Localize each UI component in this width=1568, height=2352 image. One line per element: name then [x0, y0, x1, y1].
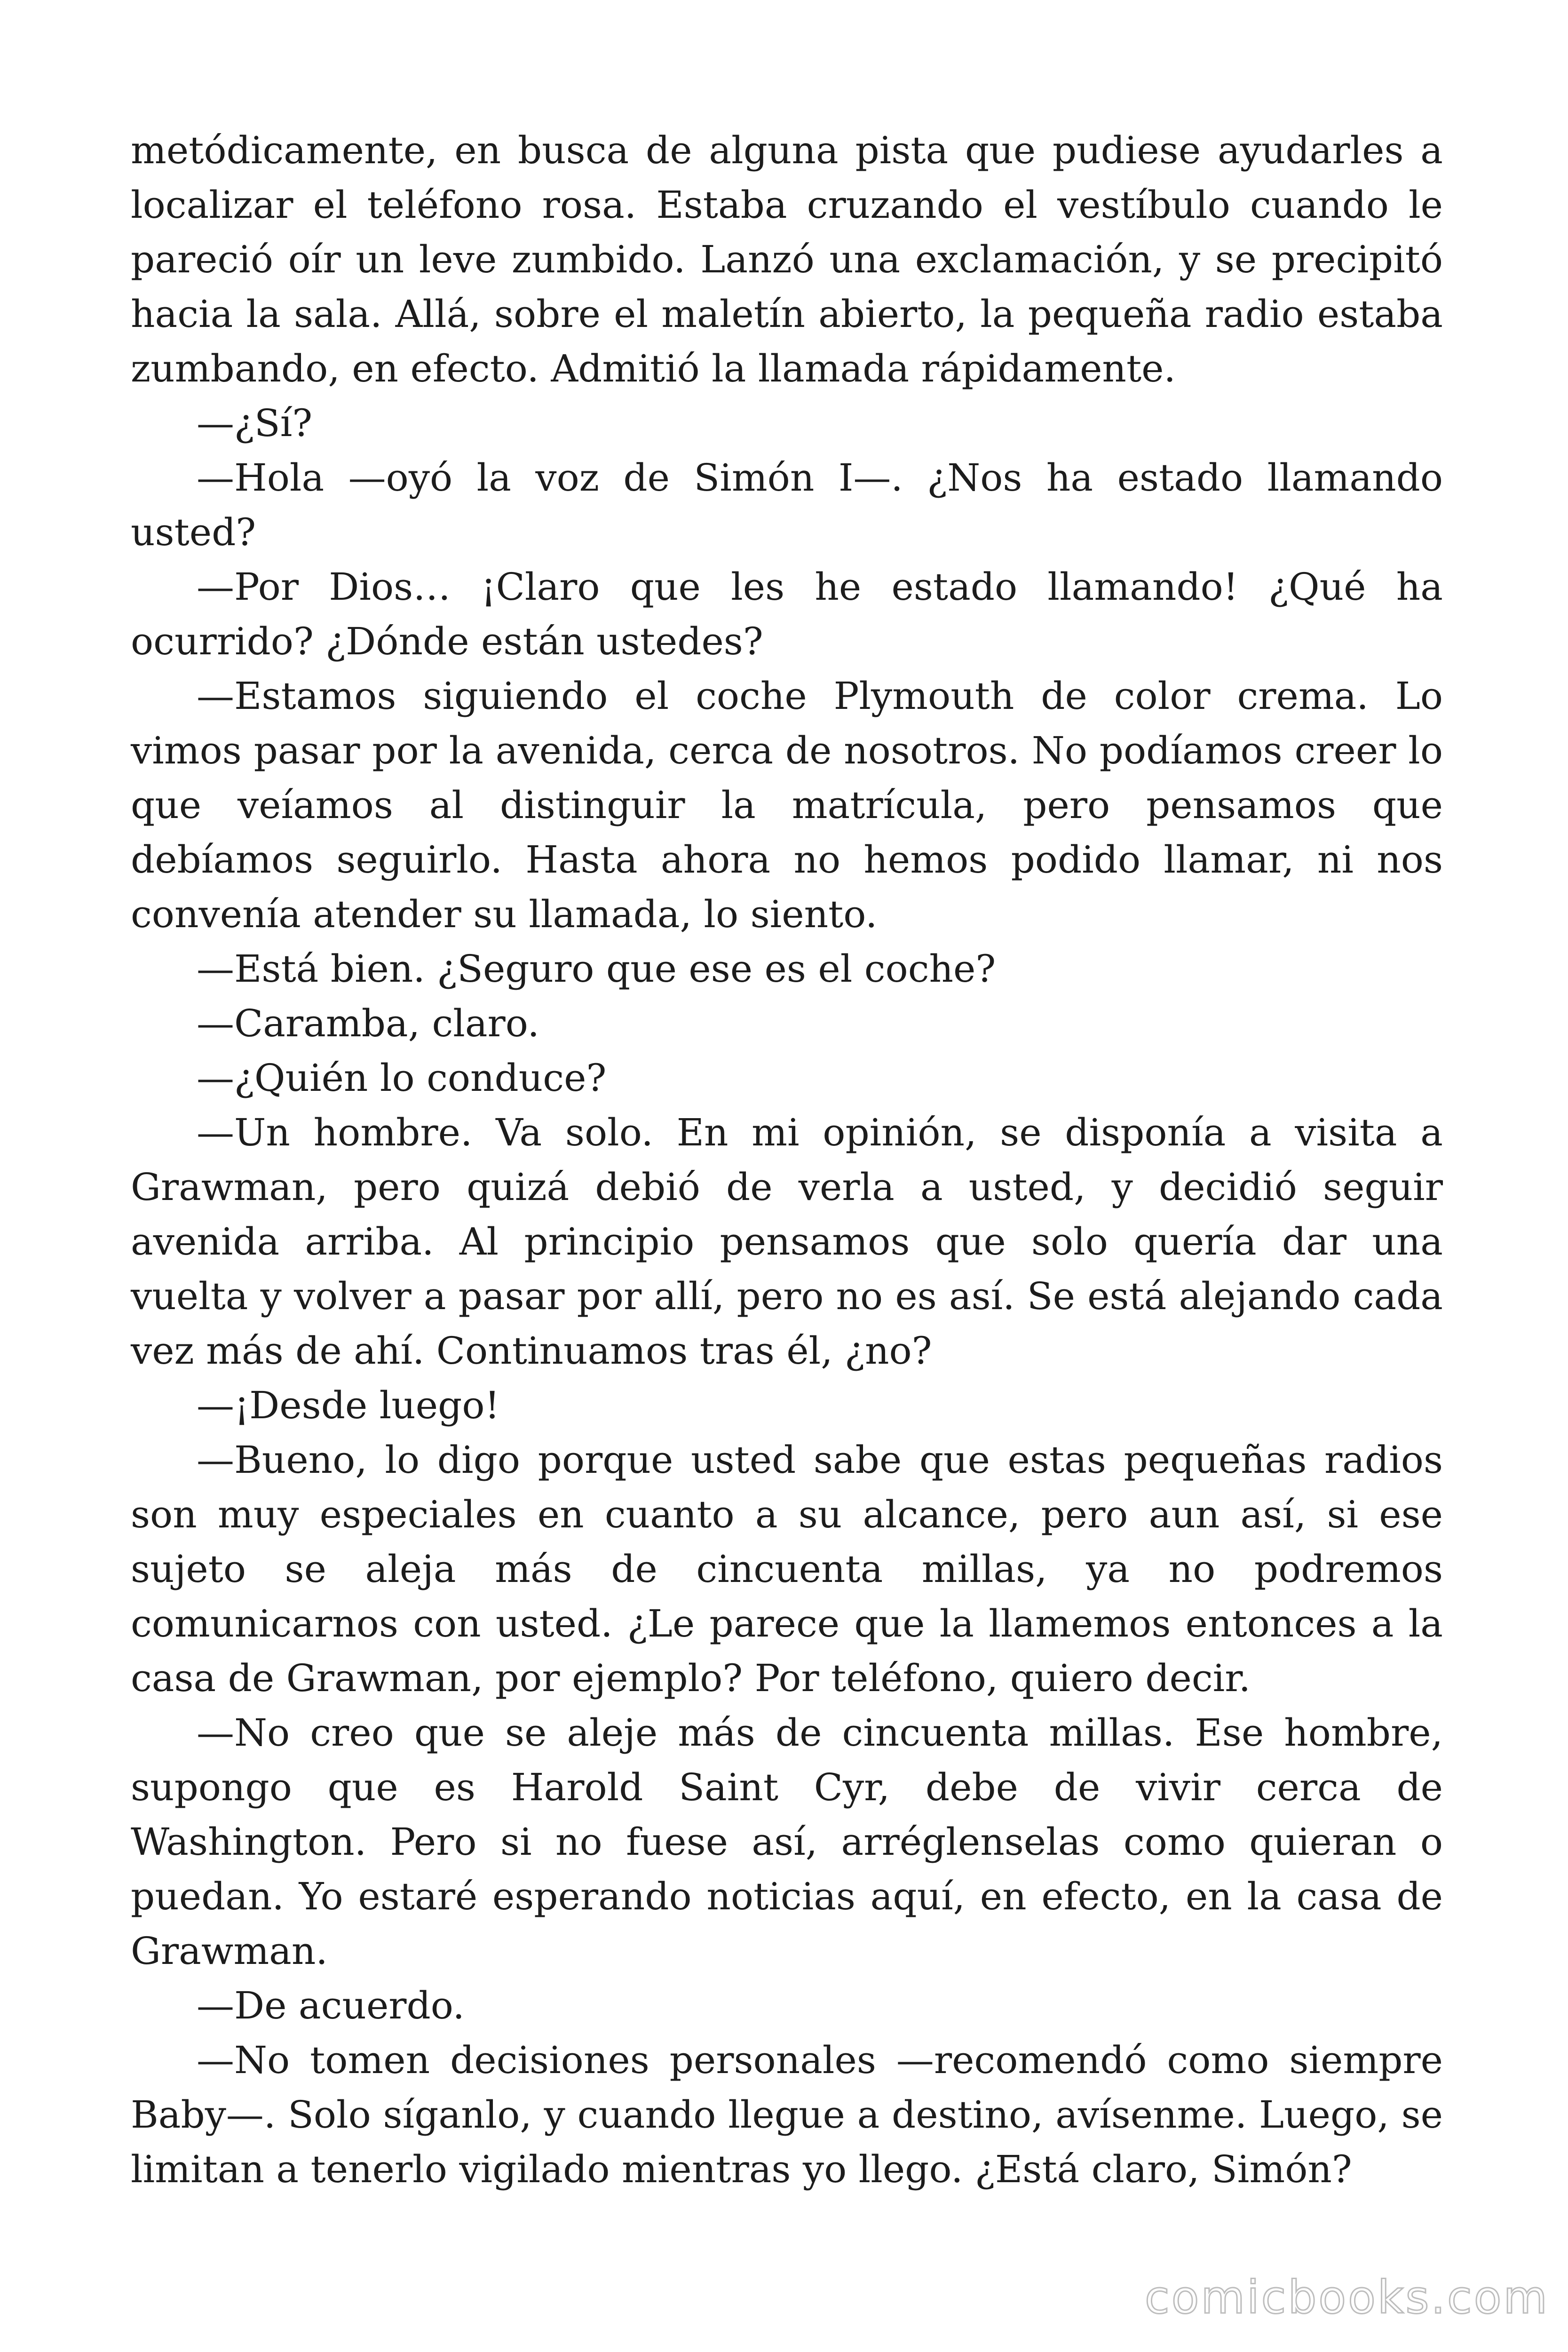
paragraph: —Hola —oyó la voz de Simón I—. ¿Nos ha estado llamando usted? [131, 456, 1443, 554]
paragraph: —Bueno, lo digo porque usted sabe que estas pequeñas radios son muy especiales en cuanto a su alcance, pero aun así, si ese sujeto se aleja más de cincuenta millas, ya no podremos comunicarnos con usted. ¿Le parece que la llamemos entonces a la casa de Grawman, por ejemplo? Por teléfono, quiero decir. [131, 1438, 1443, 1700]
paragraph: —No creo que se aleje más de cincuenta millas. Ese hombre, supongo que es Harold Saint Cyr, debe de vivir cerca de Washington. Pero si no fuese así, arréglenselas como quieran o puedan. Yo estaré esperando noticias aquí, en efecto, en la casa de Grawman. [131, 1711, 1443, 1973]
paragraph: —Caramba, claro. [197, 1001, 539, 1045]
paragraph: —¿Quién lo conduce? [197, 1056, 607, 1100]
paragraph: —¡Desde luego! [197, 1383, 500, 1427]
paragraph: metódicamente, en busca de alguna pista que pudiese ayudarles a localizar el teléfono rosa. Estaba cruzando el vestíbulo cuando le pareció oír un leve zumbido. Lanzó una exclamación, y se precipitó hacia la sala. Allá, sobre el maletín abierto, la pequeña radio estaba zumbando, en efecto. Admitió la llamada rápidamente. [131, 128, 1443, 390]
paragraph: —¿Sí? [197, 401, 313, 445]
watermark: comicbooks.com [1144, 2271, 1549, 2324]
paragraph: —Estamos siguiendo el coche Plymouth de color crema. Lo vimos pasar por la avenida, cerca de nosotros. No podíamos creer lo que veíamos al distinguir la matrícula, pero pensamos que debíamos seguirlo. Hasta ahora no hemos podido llamar, ni nos convenía atender su llamada, lo siento. [131, 674, 1443, 936]
body-text [131, 123, 1443, 2197]
paragraph: —Por Dios… ¡Claro que les he estado llamando! ¿Qué ha ocurrido? ¿Dónde están ustedes? [131, 565, 1443, 663]
paragraph: —De acuerdo. [197, 1984, 465, 2027]
paragraph: —Un hombre. Va solo. En mi opinión, se disponía a visita a Grawman, pero quizá debió de verla a usted, y decidió seguir avenida arriba. Al principio pensamos que solo quería dar una vuelta y volver a pasar por allí, pero no es así. Se está alejando cada vez más de ahí. Continuamos tras él, ¿no? [131, 1111, 1443, 1373]
paragraph: —Está bien. ¿Seguro que ese es el coche? [197, 947, 996, 991]
paragraph: —No tomen decisiones personales —recomendó como siempre Baby—. Solo síganlo, y cuando llegue a destino, avísenme. Luego, se limitan a tenerlo vigilado mientras yo llego. ¿Está claro, Simón? [131, 2038, 1443, 2191]
